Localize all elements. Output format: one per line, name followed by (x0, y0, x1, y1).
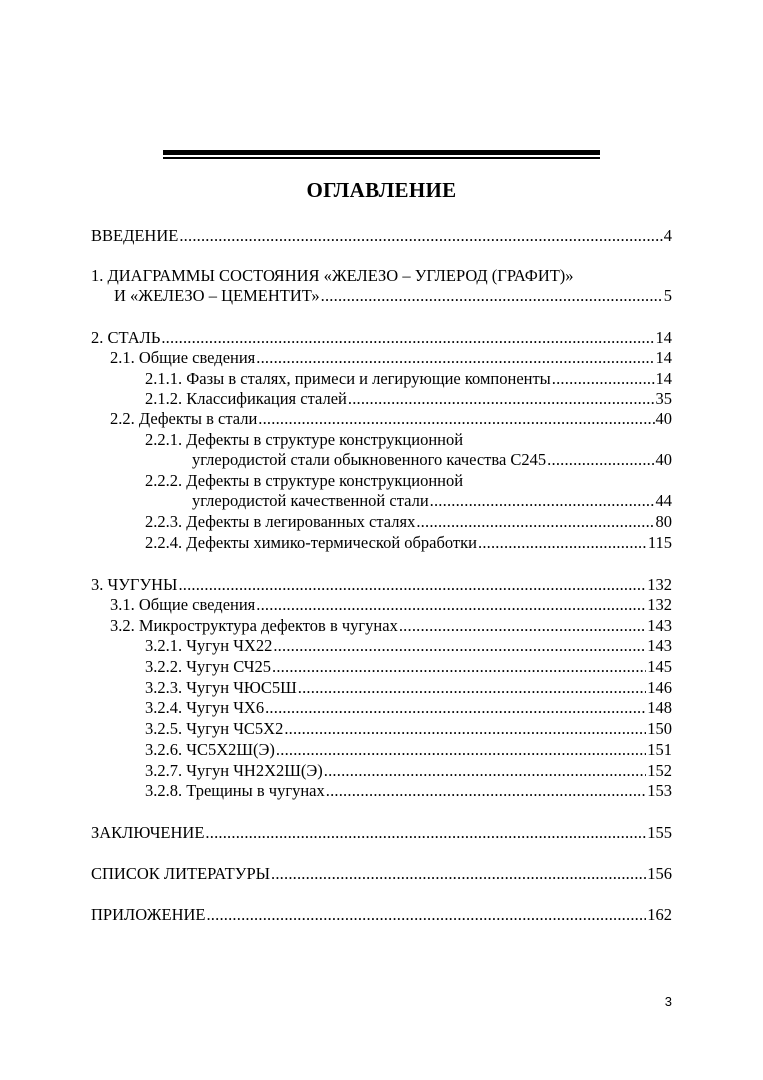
toc-entry-s2-2-2[interactable] (192, 491, 672, 511)
toc-leader (399, 616, 646, 636)
toc-page: 143 (647, 636, 672, 655)
toc-entry-s2-2-2-line1[interactable]: 2.2.2. Дефекты в структуре конструкционной (145, 471, 464, 490)
toc-label: 3.2.4. Чугун ЧХ6 (145, 698, 265, 717)
toc-page: 143 (647, 616, 672, 635)
toc-leader (478, 533, 647, 553)
toc-leader (205, 823, 646, 843)
toc-leader (284, 719, 646, 739)
toc-label: 2.2.4. Дефекты химико-термической обработки (145, 533, 477, 552)
toc-page: 156 (647, 864, 672, 883)
toc-label: 2. СТАЛЬ (91, 328, 161, 347)
toc-leader (256, 348, 654, 368)
toc-page: 152 (647, 761, 672, 780)
toc-label: 2.1.1. Фазы в сталях, примеси и легирующие компоненты (145, 369, 551, 388)
toc-entry-s2-2-1[interactable] (192, 450, 672, 470)
toc-entry-s3-2-8[interactable] (145, 781, 672, 801)
toc-page: 155 (647, 823, 672, 842)
toc-entry-s2-2-4[interactable] (145, 533, 672, 553)
toc-entry-intro[interactable] (91, 226, 672, 246)
toc-page: 153 (647, 781, 672, 800)
toc-entry-s2-1[interactable] (110, 348, 672, 368)
toc-entry-s2-1-2[interactable] (145, 389, 672, 409)
toc-leader (324, 761, 646, 781)
toc-label: 2.1.2. Классификация сталей (145, 389, 347, 408)
toc-page: 150 (647, 719, 672, 738)
toc-leader (552, 369, 655, 389)
toc-leader (430, 491, 655, 511)
toc-page: 145 (647, 657, 672, 676)
toc-entry-s3[interactable] (91, 575, 672, 595)
toc-label: СПИСОК ЛИТЕРАТУРЫ (91, 864, 271, 883)
toc-entry-appendix[interactable] (91, 905, 672, 925)
toc-label: 3.2.7. Чугун ЧН2Х2Ш(Э) (145, 761, 323, 780)
toc-page: 146 (647, 678, 672, 697)
toc-leader (258, 409, 654, 429)
toc-leader (273, 636, 646, 656)
toc-page: 80 (655, 512, 672, 531)
toc-label: 3.2. Микроструктура дефектов в чугунах (110, 616, 398, 635)
toc-label: 3. ЧУГУНЫ (91, 575, 178, 594)
toc-page: 14 (655, 328, 672, 347)
toc-label: 3.2.6. ЧС5Х2Ш(Э) (145, 740, 275, 759)
toc-entry-s3-2-3[interactable] (145, 678, 672, 698)
toc-label: углеродистой стали обыкновенного качества С245 (192, 450, 547, 469)
header-rule-thin (163, 157, 600, 159)
toc-page: 35 (655, 389, 672, 408)
toc-leader (416, 512, 654, 532)
toc-label: 2.2.3. Дефекты в легированных сталях (145, 512, 416, 531)
toc-entry-s2-2[interactable] (110, 409, 672, 429)
toc-label: И «ЖЕЛЕЗО – ЦЕМЕНТИТ» (114, 286, 320, 305)
toc-entry-s2-2-1-line1[interactable]: 2.2.1. Дефекты в структуре конструкционной (145, 430, 464, 449)
toc-page: 14 (655, 369, 672, 388)
toc-entry-s3-1[interactable] (110, 595, 672, 615)
toc-entry-s3-2-7[interactable] (145, 761, 672, 781)
toc-leader (161, 328, 654, 348)
toc-entry-s3-2-4[interactable] (145, 698, 672, 718)
page-number: 3 (664, 994, 672, 1009)
toc-label: 3.2.3. Чугун ЧЮС5Ш (145, 678, 297, 697)
toc-leader (179, 226, 662, 246)
toc-label: ВВЕДЕНИЕ (91, 226, 179, 245)
toc-leader (178, 575, 646, 595)
toc-page: 148 (647, 698, 672, 717)
toc-leader (256, 595, 646, 615)
toc-leader (276, 740, 646, 760)
toc-page: 40 (655, 409, 672, 428)
toc-label: 3.2.1. Чугун ЧХ22 (145, 636, 273, 655)
toc-label: 2.1. Общие сведения (110, 348, 256, 367)
toc-entry-s3-2-5[interactable] (145, 719, 672, 739)
page-title: ОГЛАВЛЕНИЕ (306, 178, 457, 202)
toc-leader (265, 698, 646, 718)
toc-entry-conclusion[interactable] (91, 823, 672, 843)
toc-entry-s2-1-1[interactable] (145, 369, 672, 389)
toc-entry-s3-2-1[interactable] (145, 636, 672, 656)
toc-label: 3.1. Общие сведения (110, 595, 256, 614)
toc-label: 3.2.8. Трещины в чугунах (145, 781, 325, 800)
toc-entry-s3-2[interactable] (110, 616, 672, 636)
toc-page: 44 (655, 491, 672, 510)
toc-leader (326, 781, 647, 801)
toc-label: 3.2.2. Чугун СЧ25 (145, 657, 272, 676)
toc-leader (298, 678, 646, 698)
toc-page: 40 (655, 450, 672, 469)
toc-label: ПРИЛОЖЕНИЕ (91, 905, 206, 924)
toc-entry-references[interactable] (91, 864, 672, 884)
toc-page: 115 (647, 533, 672, 552)
toc-page: 162 (647, 905, 672, 924)
toc-leader (206, 905, 646, 925)
toc-label: углеродистой качественной стали (192, 491, 429, 510)
toc-entry-s1[interactable] (114, 286, 672, 306)
toc-page: 132 (647, 595, 672, 614)
toc-entry-s2[interactable] (91, 328, 672, 348)
toc-leader (272, 657, 646, 677)
toc-leader (321, 286, 663, 306)
toc-leader (271, 864, 646, 884)
toc-page: 14 (655, 348, 672, 367)
toc-label: 2.2. Дефекты в стали (110, 409, 258, 428)
toc-page: 151 (647, 740, 672, 759)
toc-page: 132 (647, 575, 672, 594)
toc-page: 4 (663, 226, 672, 245)
toc-entry-s2-2-3[interactable] (145, 512, 672, 532)
toc-leader (547, 450, 654, 470)
toc-label: 3.2.5. Чугун ЧС5Х2 (145, 719, 284, 738)
toc-entry-s3-2-2[interactable] (145, 657, 672, 677)
toc-page: 5 (663, 286, 672, 305)
header-rule-thick (163, 150, 600, 155)
toc-entry-s3-2-6[interactable] (145, 740, 672, 760)
toc-label: ЗАКЛЮЧЕНИЕ (91, 823, 205, 842)
toc-leader (348, 389, 655, 409)
toc-entry-s1-line1[interactable]: 1. ДИАГРАММЫ СОСТОЯНИЯ «ЖЕЛЕЗО – УГЛЕРОД (ГРАФИТ)» (91, 266, 574, 285)
